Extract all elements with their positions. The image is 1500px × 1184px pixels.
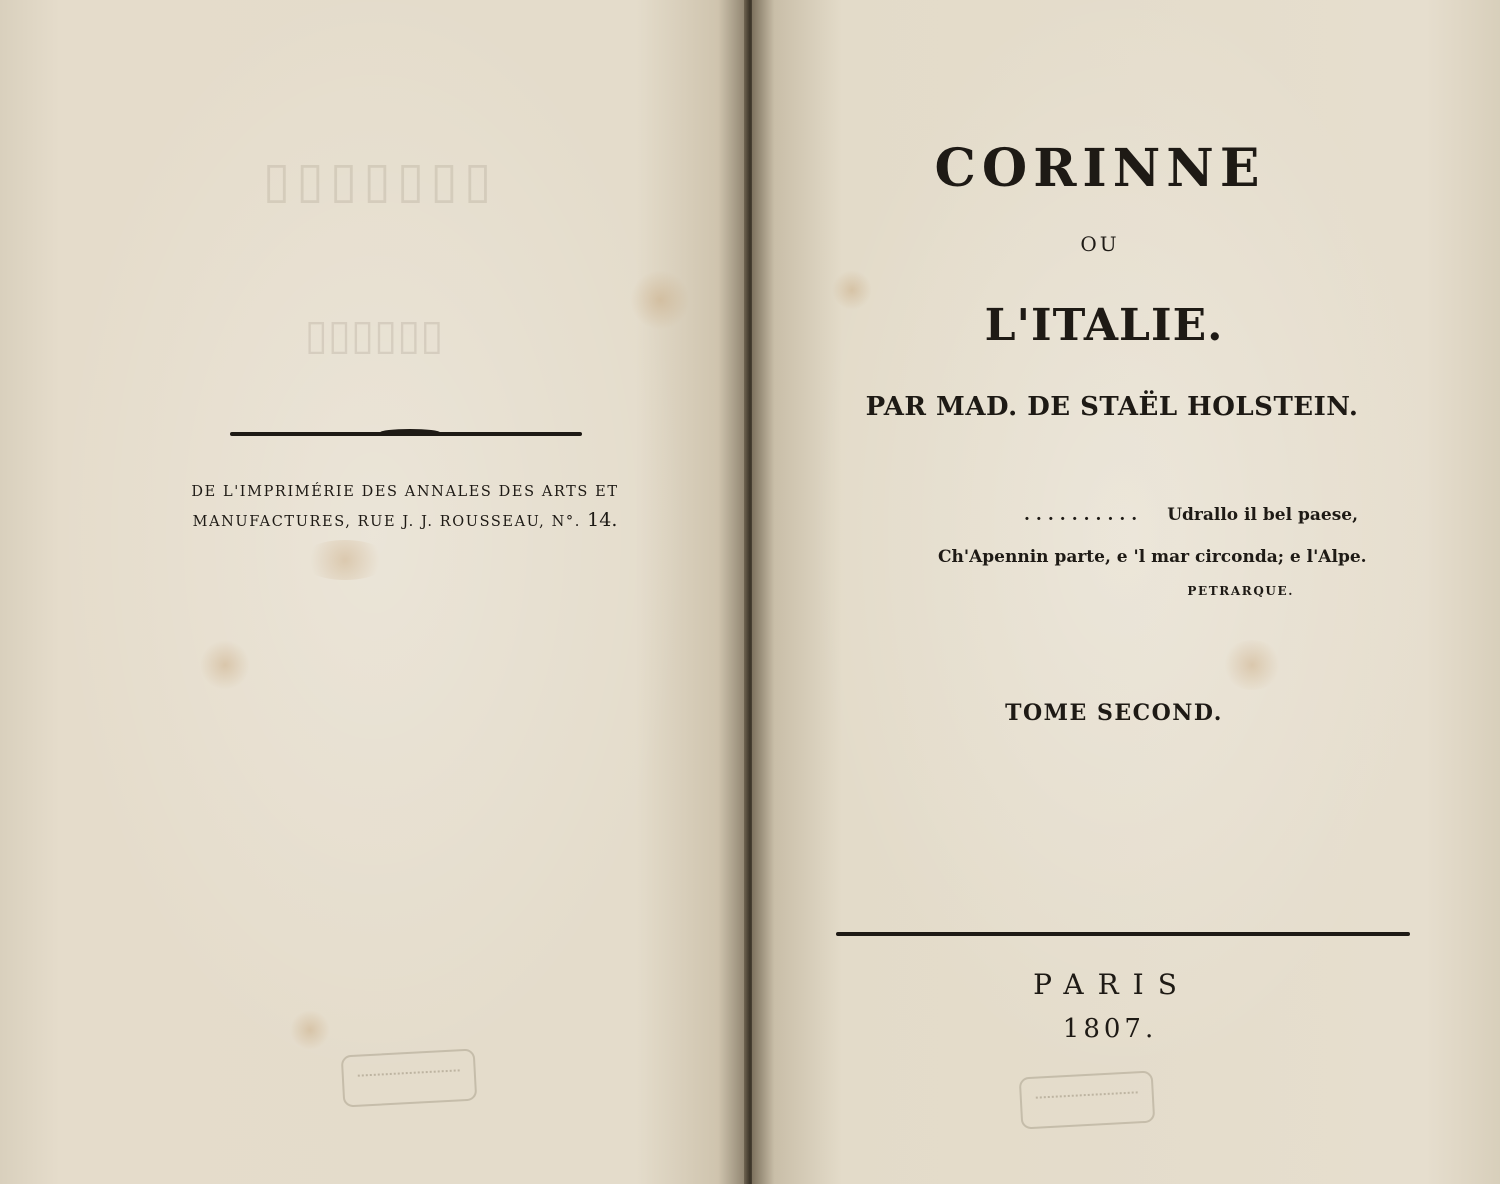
horizontal-rule (836, 932, 1410, 936)
left-page (0, 0, 748, 1184)
book-title: CORINNE (934, 138, 1266, 199)
publication-year: 1807. (1062, 1014, 1158, 1044)
epigraph-line-1 (938, 494, 1358, 536)
volume-label: TOME SECOND. (1005, 700, 1223, 726)
epigraph-dots: .......... (1024, 505, 1144, 525)
imprint-line-2 (140, 506, 670, 536)
foxing-spot (290, 1010, 330, 1050)
epigraph (938, 494, 1367, 604)
imprint-number: 14. (587, 509, 618, 531)
foxing-spot (300, 540, 390, 580)
blind-stamp (1019, 1071, 1156, 1130)
printer-imprint (140, 478, 670, 536)
epigraph-attribution: PETRARQUE. (1187, 584, 1294, 598)
epigraph-line-1-text: Udrallo il bel paese, (1167, 505, 1358, 525)
imprint-line-2-text: MANUFACTURES, RUE J. J. ROUSSEAU, N°. (192, 514, 581, 530)
ornamental-rule (230, 432, 582, 436)
epigraph-line-2: Ch'Apennin parte, e 'l mar circonda; e l'Alpe. (938, 547, 1367, 567)
foxing-spot (1222, 640, 1282, 690)
right-page (752, 0, 1500, 1184)
title-conjunction: OU (1080, 232, 1120, 256)
imprint-line-1: DE L'IMPRIMÉRIE DES ANNALES DES ARTS ET (191, 484, 619, 500)
foxing-spot (200, 640, 250, 690)
bleed-through: ▯▯▯▯▯▯▯ (256, 150, 492, 209)
publication-place: PARIS (1033, 968, 1191, 1001)
blind-stamp (341, 1049, 478, 1108)
book-subtitle: L'ITALIE. (984, 300, 1224, 351)
author-line: PAR MAD. DE STAËL HOLSTEIN. (865, 392, 1359, 422)
bleed-through: ▯▯▯▯▯▯ (304, 310, 444, 359)
